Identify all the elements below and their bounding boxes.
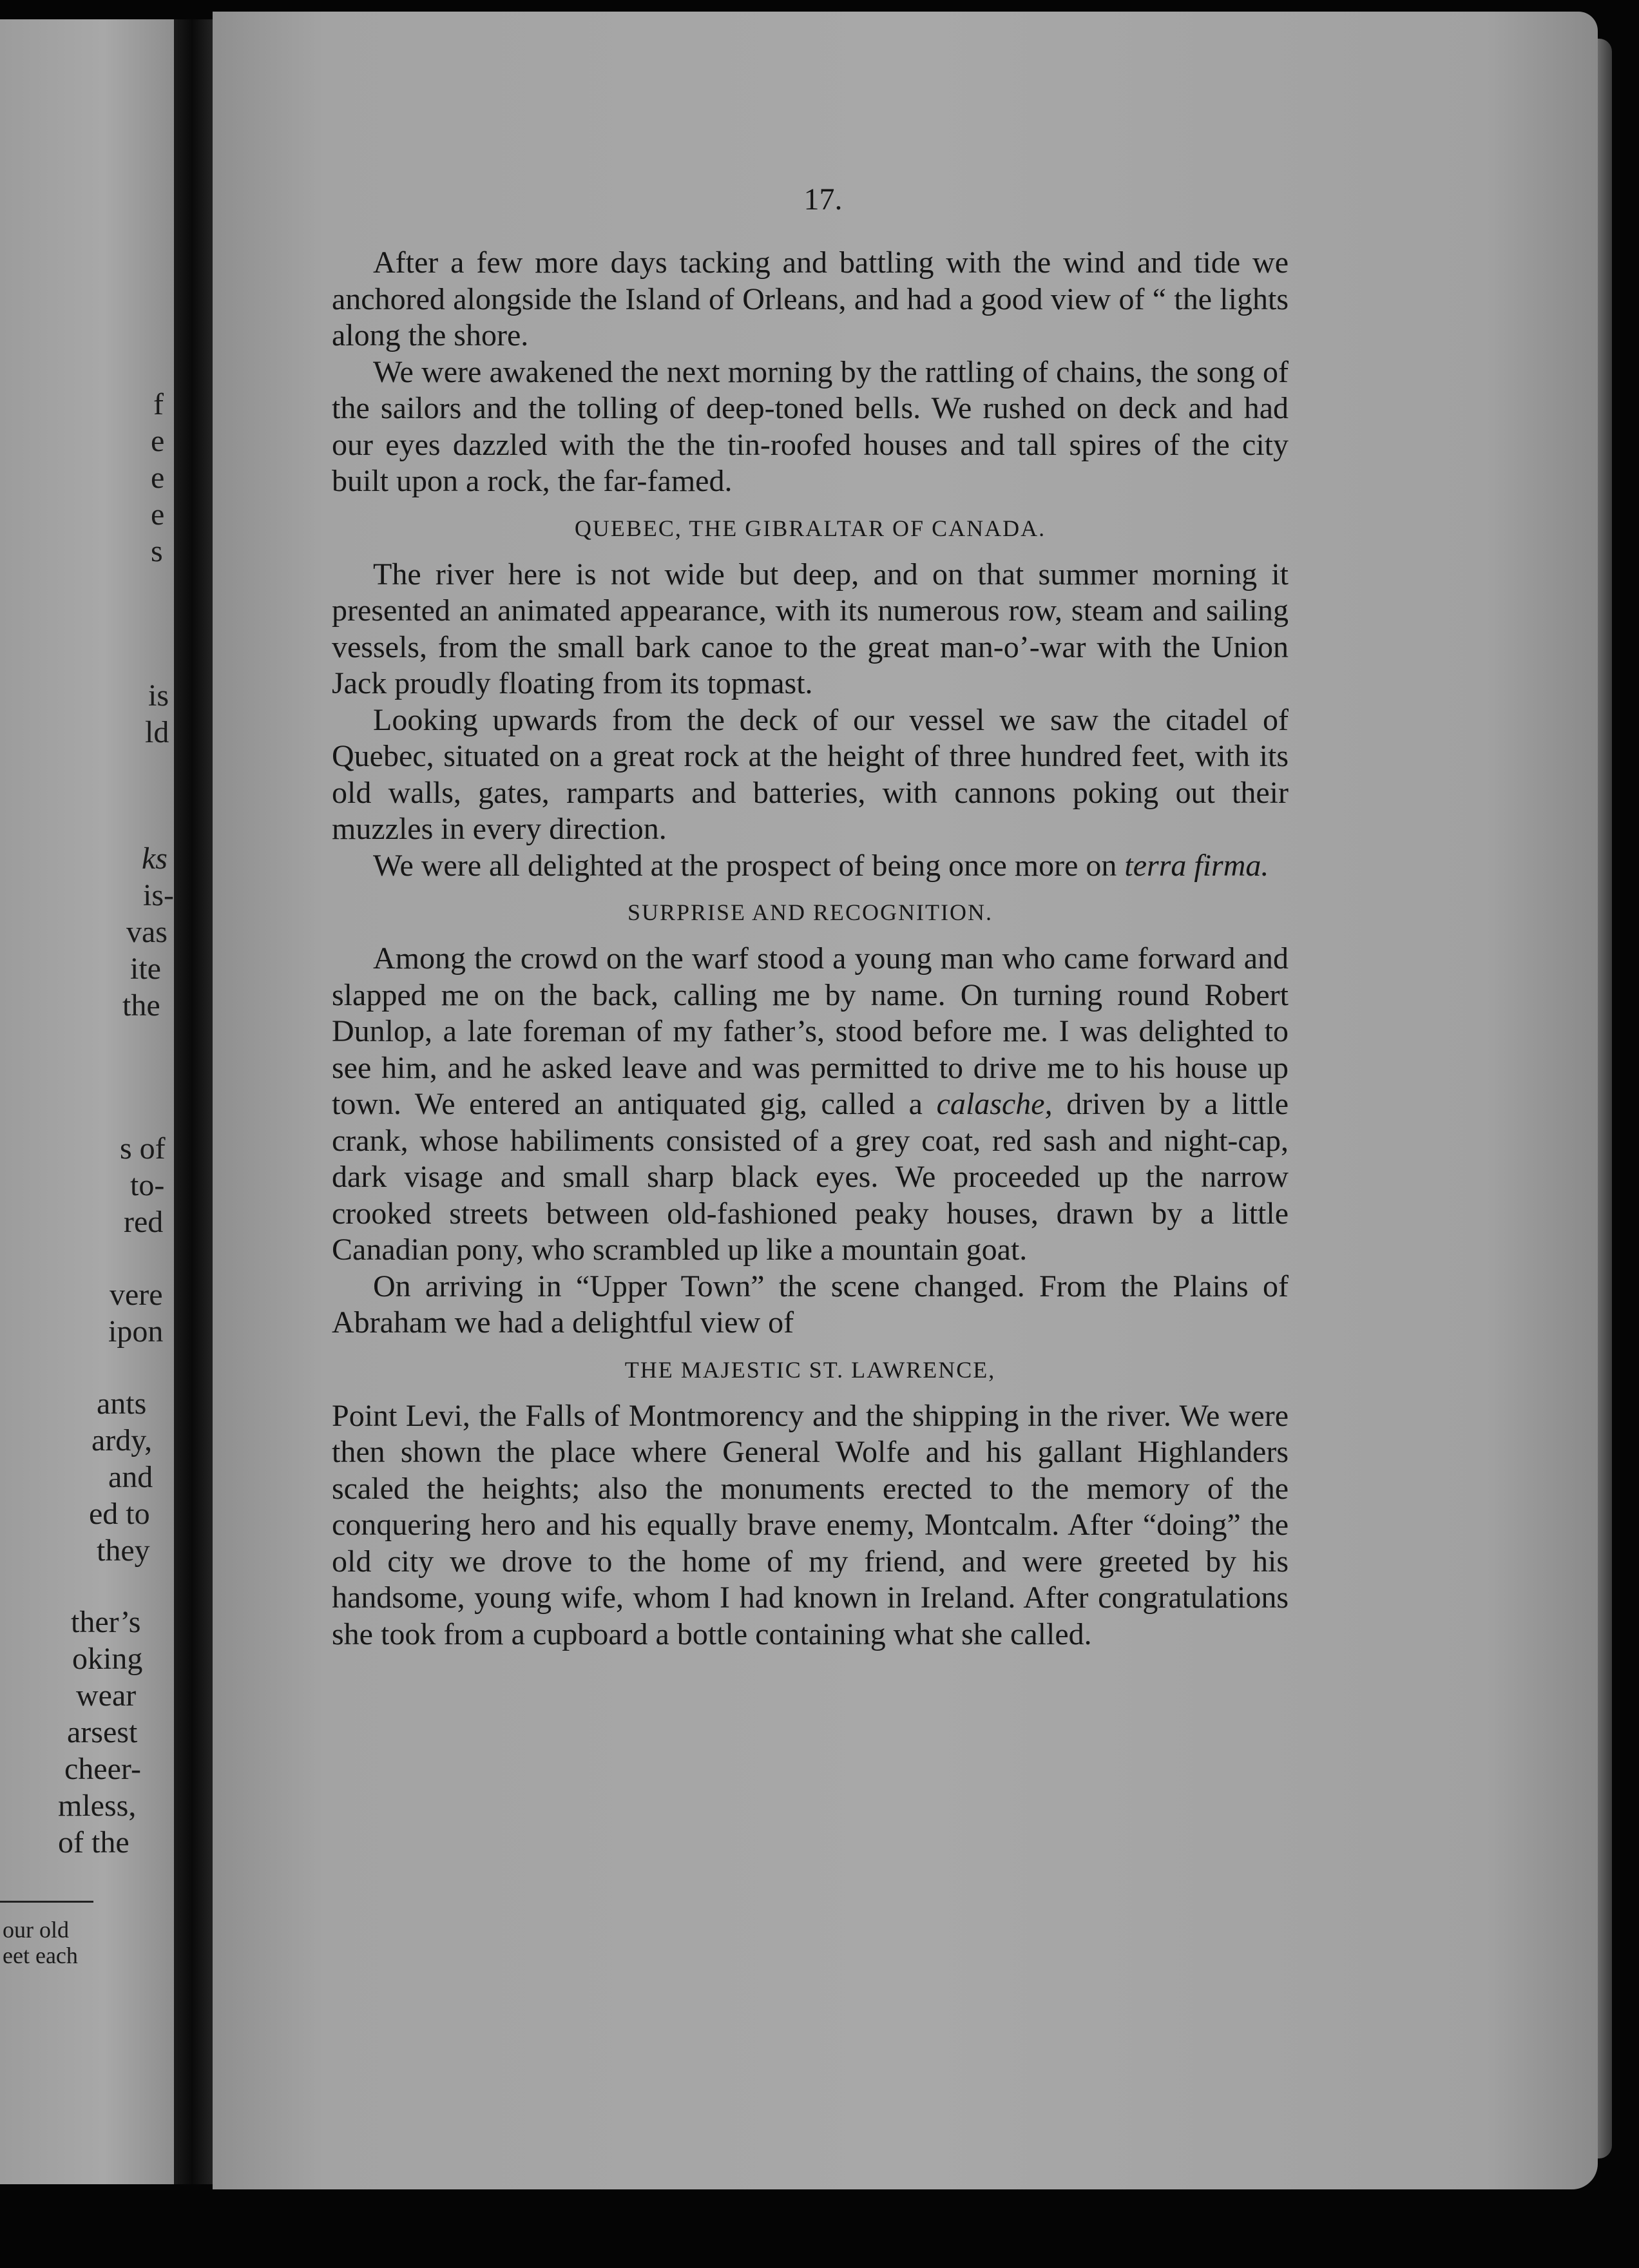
- left-page-fragment: ardy,: [91, 1423, 153, 1457]
- left-page-footnote: eet each: [3, 1943, 78, 1968]
- left-page-fragment: mless,: [58, 1789, 137, 1823]
- left-page-fragment: cheer-: [64, 1752, 141, 1786]
- left-page-fragment: ed to: [89, 1497, 150, 1531]
- left-page-fragment: ld: [145, 715, 169, 749]
- section-heading: THE MAJESTIC ST. LAWRENCE,: [624, 1356, 996, 1383]
- left-page-fragment: ther’s: [71, 1605, 141, 1639]
- italic-word: calasche,: [936, 1087, 1053, 1121]
- section-heading: QUEBEC, THE GIBRALTAR OF CANADA.: [574, 515, 1046, 541]
- left-page-fragment: wear: [76, 1678, 137, 1713]
- left-page-fragment: arsest: [67, 1715, 138, 1749]
- paragraph: After a few more days tacking and battling with the wind and tide we anchored alongside the Island of Orleans, and had a good view of “ the lights along the shore.: [332, 245, 1289, 352]
- italic-phrase: terra firma.: [1124, 848, 1269, 883]
- left-page-fragment: of the: [58, 1825, 129, 1860]
- left-page-fragment: is: [148, 678, 169, 713]
- paragraph-text: Among the crowd on the warf stood a young man who came forward and slapped me on the back, calling me by name. On turning round Robert Dunlop, a late foreman of my father’s, stood before me. I was delighted to see him, and he asked leave and was permitted to drive me to his house up town. We entered an antiquated gig, called a: [332, 941, 1289, 1121]
- paragraph: Point Levi, the Falls of Montmorency and the shipping in the river. We were then shown the place where General Wolfe and his gallant Highlanders scaled the heights; also the monuments erected to the memory of the conquering hero and his equally brave enemy, Montcalm. After “doing” the old city we drove to the home of my friend, and were greeted by his handsome, young wife, whom I had known in Ireland. After congratulations she took from a cupboard a bottle containing what she called.: [332, 1398, 1289, 1651]
- paragraph: Looking upwards from the deck of our vessel we saw the citadel of Quebec, situated on a great rock at the height of three hundred feet, with its old walls, gates, ramparts and batteries, with cannons poking out their muzzles in every direction.: [332, 702, 1289, 846]
- left-page-fragment: e: [151, 497, 165, 532]
- paragraph: [332, 941, 1289, 1269]
- left-page-fragment: f: [153, 387, 164, 421]
- left-page-fragment: ants: [97, 1387, 147, 1421]
- paragraph-text: driven by a little crank, whose habiliments consisted of a grey coat, red sash and night-cap, dark visage and small sharp black eyes. We proceeded up the narrow crooked streets between old-fashioned peaky houses, drawn by a little Canadian pony, who scrambled up like a mountain goat.: [332, 1087, 1289, 1267]
- left-page-fragment: e: [151, 461, 165, 495]
- left-page-fragment: is-: [143, 878, 174, 912]
- page-edge: [1598, 39, 1612, 2158]
- left-page-fragment: red: [124, 1205, 164, 1239]
- left-page-fragment: to-: [130, 1168, 165, 1202]
- left-page-fragment: vas: [126, 915, 168, 949]
- left-page-fragment: vere: [110, 1278, 163, 1312]
- page-text: [332, 180, 1289, 1653]
- left-page-fragment: ks: [142, 841, 168, 876]
- left-page-fragment: ite: [130, 952, 161, 986]
- paragraph: On arriving in “Upper Town” the scene changed. From the Plains of Abraham we had a delightful view of: [332, 1269, 1289, 1340]
- left-page-fragment: the: [122, 988, 160, 1023]
- section-heading: SURPRISE AND RECOGNITION.: [627, 899, 993, 925]
- left-page-fragment: they: [97, 1533, 150, 1568]
- left-page-fragment: s: [151, 534, 163, 568]
- left-page-fragment: ipon: [108, 1314, 164, 1349]
- left-page-footnote: our old: [3, 1917, 69, 1943]
- paragraph-text: We were all delighted at the prospect of being once more on: [373, 848, 1117, 883]
- paragraph: The river here is not wide but deep, and on that summer morning it presented an animated appearance, with its numerous row, steam and sailing vessels, from the small bark canoe to the great man-o’-war with the Union Jack proudly floating from its topmast.: [332, 557, 1289, 700]
- page-number: 17.: [803, 182, 843, 216]
- left-page-fragment: s of: [120, 1131, 166, 1166]
- left-page-fragment: oking: [72, 1642, 143, 1676]
- left-page-fragment: and: [108, 1460, 153, 1494]
- paragraph: We were awakened the next morning by the rattling of chains, the song of the sailors and the tolling of deep-toned bells. We rushed on deck and had our eyes dazzled with the the tin-roofed houses and tall spires of the city built upon a rock, the far-famed.: [332, 354, 1289, 498]
- left-page-fragment: e: [151, 424, 165, 458]
- left-facing-page: [0, 19, 174, 2184]
- paragraph: [332, 848, 1289, 885]
- footnote-rule: [0, 1901, 93, 1903]
